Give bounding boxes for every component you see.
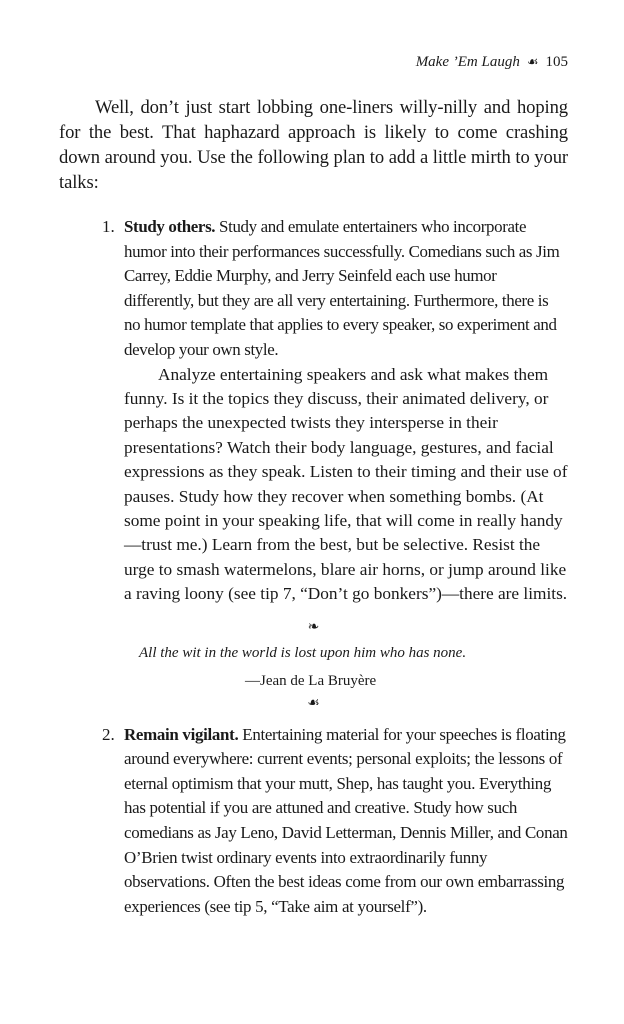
item-heading: Remain vigilant. xyxy=(124,724,239,744)
intro-paragraph: Well, don’t just start lobbing one-liners willy-nilly and hoping for the best. That haphazard approach is likely to come crashing down around you. Use the following plan to add a little mirth to your talks: xyxy=(59,97,568,193)
running-head xyxy=(416,54,568,71)
running-head-ornament: ☙ xyxy=(526,54,539,69)
plan-list xyxy=(59,215,568,607)
list-item xyxy=(59,723,568,920)
item-paragraph-2: Analyze entertaining speakers and ask what makes them funny. Is it the topics they discuss, their animated delivery, or perhaps the unexpected twists they intersperse in their presentations? Watch their body language, gestures, and facial expressions as they speak. Listen to their timing and their use of pauses. Study how they recover when something bombs. (At some point in your speaking life, that will come in really handy—trust me.) Learn from the best, but be selective. Resist the urge to smash watermelons, blare air horns, or jump around like a raving loony (see tip 7, “Don’t go bonkers”)—there are limits. xyxy=(124,364,568,604)
item-number: 1. xyxy=(102,217,115,236)
item-paragraph xyxy=(124,215,568,363)
item-paragraph xyxy=(124,723,568,920)
page-number: 105 xyxy=(545,54,568,70)
ornament-bottom: ☙ xyxy=(307,695,320,711)
ornament-top: ❧ xyxy=(307,619,320,635)
epigraph-attribution: —Jean de La Bruyère xyxy=(245,672,377,689)
item-text: Study and emulate entertainers who incorporate humor into their performances successfully. Comedians such as Jim Carrey, Eddie Murphy, and Jerry Seinfeld each use humor differently, but they are all very entertaining. Furthermore, there is no humor template that applies to every speaker, so experiment and develop your own style. xyxy=(124,217,560,359)
item-heading: Study others. xyxy=(124,217,216,236)
plan-list-continued xyxy=(59,723,568,920)
item-text: Entertaining material for your speeches is floating around everywhere: current events; personal exploits; the lessons of eternal optimism that your mutt, Shep, has taught you. Everything has potential if you are attuned and creative. Study how such comedians as Jay Leno, David Letterman, Dennis Miller, and Conan O’Brien twist ordinary events into extraordinarily funny observations. Often the best ideas come from our own embarrassing experiences (see tip 5, “Take aim at yourself”). xyxy=(124,724,568,916)
page-body xyxy=(59,95,568,919)
item-number: 2. xyxy=(102,724,115,744)
running-head-title: Make ’Em Laugh xyxy=(415,54,520,70)
list-item xyxy=(59,215,568,607)
epigraph-quote: All the wit in the world is lost upon him who has none. xyxy=(139,644,467,661)
